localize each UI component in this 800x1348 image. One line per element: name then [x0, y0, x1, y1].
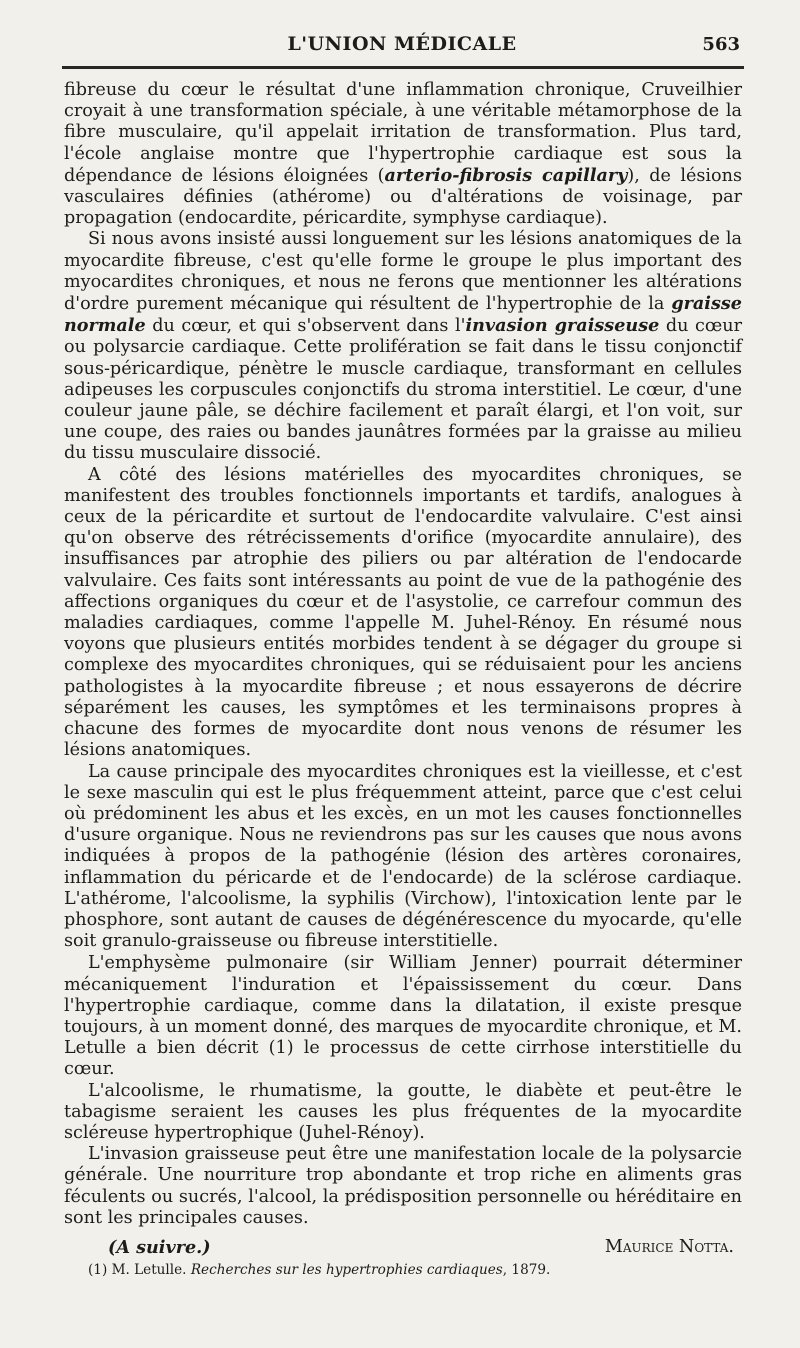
paragraph: La cause principale des myocardites chroniques est la vieillesse, et c'est le sexe masculin qui est le plus fréquemment atteint, parce que c'est celui où prédominent les abus et les excès, en un mot les causes fonctionnelles d'usure organique. Nous ne reviendrons pas sur les causes que nous avons indiquées à propos de la pathogénie (lésion des artères coronaires, inflammation du péricarde et de l'endocarde) de la sclérose cardiaque. L'athérome, l'alcoolisme, la syphilis (Virchow), l'intoxication lente par le phosphore, sont autant de causes de dégénérescence du myocarde, qu'elle soit granulo-graisseuse ou fibreuse interstitielle. [64, 761, 742, 952]
paragraph: L'invasion graisseuse peut être une manifestation locale de la polysarcie générale. Une nourriture trop abondante et trop riche en aliments gras féculents ou sucrés, l'alcool, la prédisposition personnelle ou héréditaire en sont les principales causes. [64, 1144, 742, 1228]
continued-note: (A suivre.) [108, 1236, 211, 1258]
signature-line [64, 1237, 742, 1259]
article-body [64, 80, 742, 1259]
page-number: 563 [702, 34, 740, 55]
header-rule [62, 66, 744, 69]
footnote: (1) M. Letulle. Recherches sur les hypertrophies cardiaques, 1879. [88, 1262, 551, 1278]
paragraph: Si nous avons insisté aussi longuement sur les lésions anatomiques de la myocardite fibreuse, c'est qu'elle forme le groupe le plus important des myocardites chroniques, et nous ne ferons que mentionner les altérations d'ordre purement mécanique qui résultent de l'hypertrophie de la graisse normale du cœur, et qui s'observent dans l'invasion graisseuse du cœur ou polysarcie cardiaque. Cette prolifération se fait dans le tissu conjonctif sous-péricardique, pénètre le muscle cardiaque, transformant en cellules adipeuses les corpuscules conjonctifs du stroma interstitiel. Le cœur, d'une couleur jaune pâle, se déchire facilement et paraît élargi, et l'on voit, sur une coupe, des raies ou bandes jaunâtres formées par la graisse au milieu du tissu musculaire dissocié. [64, 229, 742, 464]
journal-title: L'UNION MÉDICALE [287, 33, 517, 55]
author-name: Maurice Notta. [604, 1236, 734, 1257]
paragraph: A côté des lésions matérielles des myocardites chroniques, se manifestent des troubles fonctionnels importants et tardifs, analogues à ceux de la péricardite et surtout de l'endocardite valvulaire. C'est ainsi qu'on observe des rétrécissements d'orifice (myocardite annulaire), des insuffisances par atrophie des piliers ou par altération de l'endocarde valvulaire. Ces faits sont intéressants au point de vue de la pathogénie des affections organiques du cœur et de l'asystolie, ce carrefour commun des maladies cardiaques, comme l'appelle M. Juhel-Rénoy. En résumé nous voyons que plusieurs entités morbides tendent à se dégager du groupe si complexe des myocardites chroniques, qui se réduisaient pour les anciens pathologistes à la myocardite fibreuse ; et nous essayerons de décrire séparément les causes, les symptômes et les terminaisons propres à chacune des formes de myocardite dont nous venons de résumer les lésions anatomiques. [64, 464, 742, 761]
running-header [64, 33, 740, 61]
paragraph: fibreuse du cœur le résultat d'une inflammation chronique, Cruveilhier croyait à une transformation spéciale, à une véritable métamorphose de la fibre musculaire, qu'il appelait irritation de transformation. Plus tard, l'école anglaise montre que l'hypertrophie cardiaque est sous la dépendance de lésions éloignées (arterio-fibrosis capillary), de lésions vasculaires définies (athérome) ou d'altérations de voisinage, par propagation (endocardite, péricardite, symphyse cardiaque). [64, 80, 742, 229]
paragraph: L'alcoolisme, le rhumatisme, la goutte, le diabète et peut-être le tabagisme seraient les causes les plus fréquentes de la myocardite scléreuse hypertrophique (Juhel-Rénoy). [64, 1080, 742, 1143]
paragraph: L'emphysème pulmonaire (sir William Jenner) pourrait déterminer mécaniquement l'induration et l'épaississement du cœur. Dans l'hypertrophie cardiaque, comme dans la dilatation, il existe presque toujours, à un moment donné, des marques de myocardite chronique, et M. Letulle a bien décrit (1) le processus de cette cirrhose interstitielle du cœur. [64, 953, 742, 1080]
